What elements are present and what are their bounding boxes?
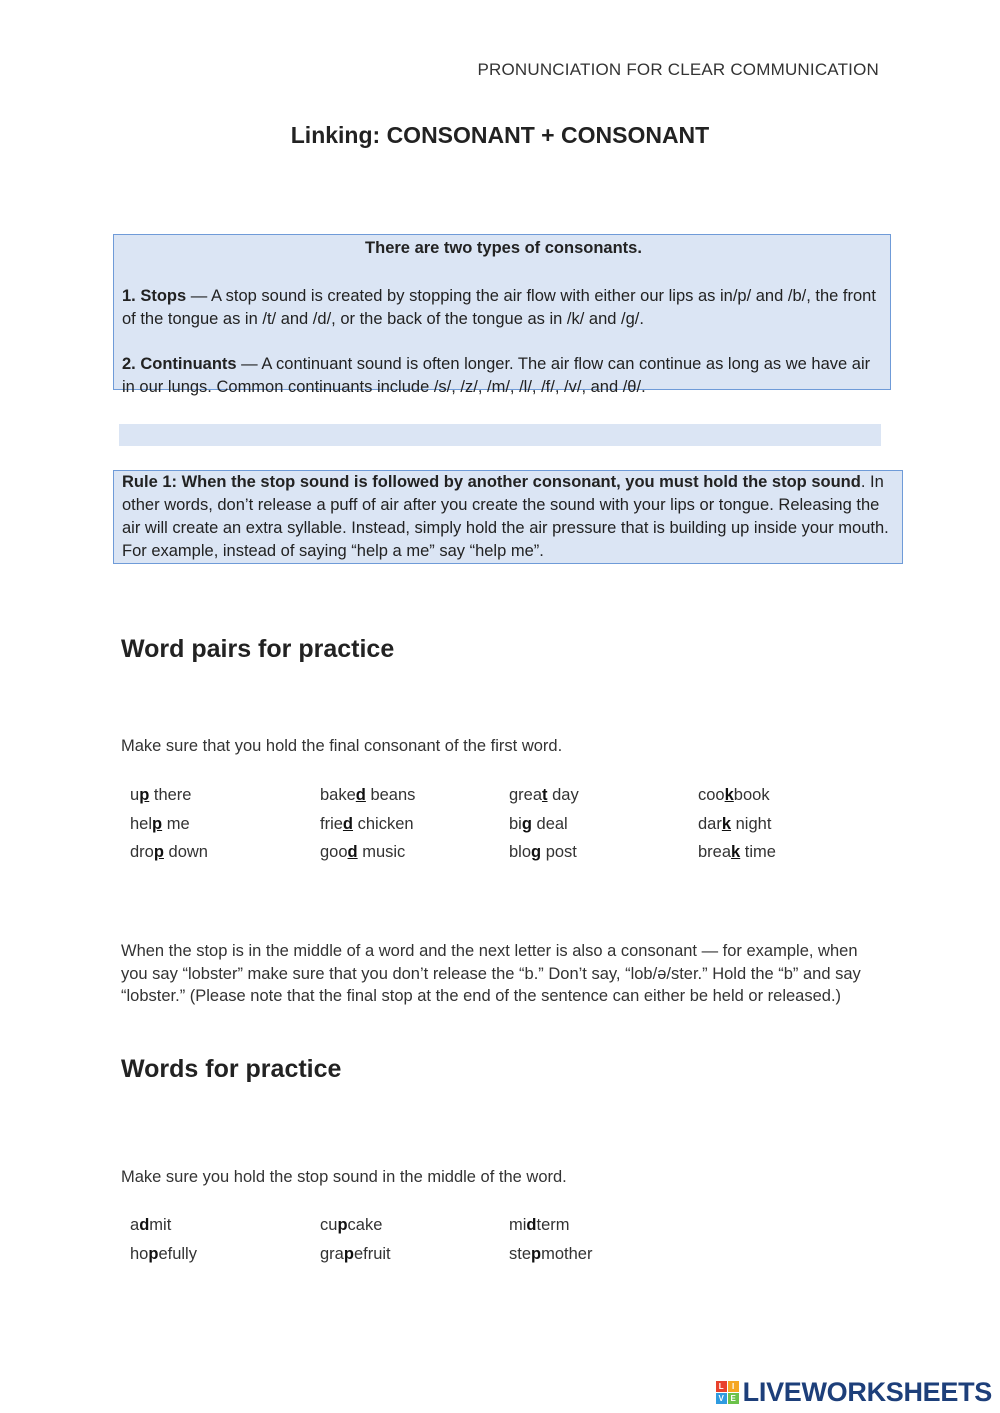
liveworksheets-logo <box>716 1377 992 1408</box>
stops-label: 1. Stops <box>122 287 187 305</box>
section-heading-words: Words for practice <box>121 1055 342 1083</box>
continuants-label: 2. Continuants <box>122 355 237 373</box>
stop-letter: k <box>724 786 734 804</box>
section-heading-word-pairs: Word pairs for practice <box>121 635 395 663</box>
document-header: PRONUNCIATION FOR CLEAR COMMUNICATION <box>477 60 879 79</box>
stop-letter: t <box>542 786 548 804</box>
word-pair-item: baked beans <box>320 786 416 804</box>
word-pair-item: drop down <box>130 843 208 861</box>
word-pair-item: help me <box>130 814 190 833</box>
practice-word-item: midterm <box>509 1216 570 1234</box>
consonant-types-heading: There are two types of consonants. <box>365 239 642 257</box>
practice-word-item: stepmother <box>509 1244 593 1263</box>
rule-bold: Rule 1: When the stop sound is followed by another consonant, you must hold the stop sound <box>122 473 861 491</box>
word-pair-item: blog post <box>509 843 577 861</box>
stop-letter: k <box>731 843 741 861</box>
word-pair-item: fried chicken <box>320 814 414 833</box>
page-title: Linking: CONSONANT + CONSONANT <box>290 122 710 148</box>
rule-box <box>113 470 903 564</box>
stop-letter: g <box>531 843 542 861</box>
answer-bar <box>119 424 881 446</box>
stops-definition <box>122 285 885 331</box>
stop-letter: d <box>347 843 358 861</box>
practice-word-item: hopefully <box>130 1244 197 1263</box>
logo-text: LIVEWORKSHEETS <box>742 1377 992 1407</box>
word-pair-item: cookbook <box>698 786 770 804</box>
continuants-definition <box>122 353 885 399</box>
practice-word-item: cupcake <box>320 1216 383 1234</box>
logo-mark-icon: L I V E <box>716 1381 739 1404</box>
consonant-types-box <box>113 234 891 396</box>
stop-letter: d <box>342 814 354 833</box>
word-pairs-instruction: Make sure that you hold the final consonant of the first word. <box>121 737 563 755</box>
stop-letter: g <box>521 814 532 833</box>
word-pair-item: great day <box>509 786 579 804</box>
stop-letter: p <box>343 1244 354 1263</box>
middle-paragraph: When the stop is in the middle of a word and the next letter is also a consonant — for example, when you say “lobster” make sure that you don’t release the “b.” Don’t say, “lob/ə/ster.” Hold the “b” and say “lobster.” (Please note that the final stop at the end of the sentence can either be held or released.) <box>121 942 861 1005</box>
word-pair-item: dark night <box>698 814 772 833</box>
practice-word-item: admit <box>130 1216 172 1234</box>
continuants-text: — A continuant sound is often longer. The air flow can continue as long as we have air in our lungs. Common continuants include /s/, /z/, /m/, /l/, /f/, /v/, and /θ/. <box>122 355 871 396</box>
stop-letter: d <box>526 1216 537 1234</box>
stop-letter: p <box>148 1244 159 1263</box>
practice-word-item: grapefruit <box>320 1244 391 1263</box>
stop-letter: p <box>531 1244 542 1263</box>
stop-letter: k <box>721 814 732 833</box>
word-pair-item: up there <box>130 786 192 804</box>
stop-letter: d <box>355 786 366 804</box>
rule-text <box>122 471 898 563</box>
words-instruction: Make sure you hold the stop sound in the middle of the word. <box>121 1168 567 1186</box>
word-pair-item: good music <box>320 843 406 861</box>
stops-text: — A stop sound is created by stopping the air flow with either our lips as in/p/ and /b/, the front of the tongue as in /t/ and /d/, or the back of the tongue as in /k/ and /g/. <box>122 287 876 328</box>
word-pair-item: break time <box>698 843 776 861</box>
word-pair-item: big deal <box>509 814 568 833</box>
stop-letter: p <box>139 786 150 804</box>
stop-letter: p <box>153 843 164 861</box>
stop-letter: p <box>152 814 163 833</box>
rule-body: . In other words, don’t release a puff of air after you create the sound with your lips or tongue. Releasing the air will create an extra syllable. Instead, simply hold the air pressure that is building up inside your mouth. For example, instead of saying “help a me” say “help me”. <box>122 473 889 560</box>
stop-letter: d <box>139 1216 150 1234</box>
stop-letter: p <box>337 1216 348 1234</box>
